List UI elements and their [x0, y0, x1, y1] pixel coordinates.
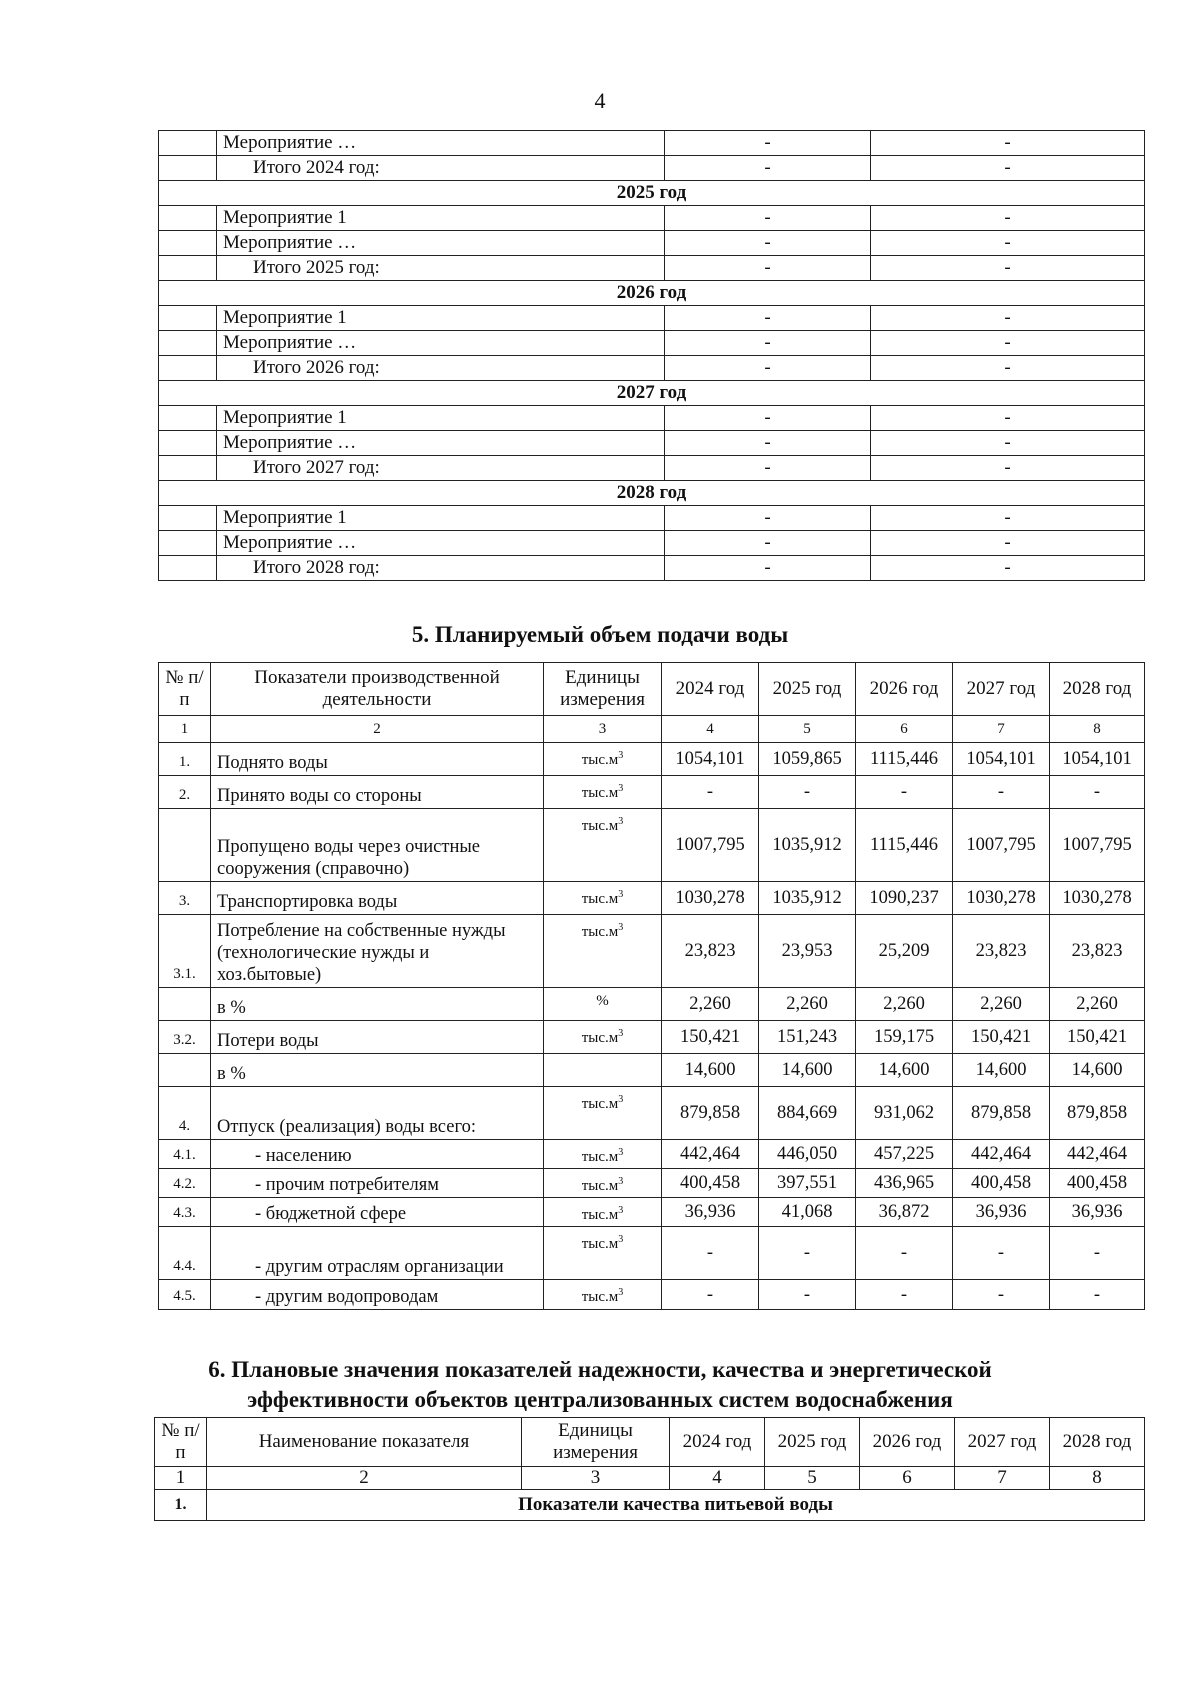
unit-text: тыс.м	[581, 1178, 619, 1194]
value-cell: 150,421	[1050, 1021, 1145, 1054]
indicator-name: - населению	[211, 1140, 544, 1169]
indicator-name: - другим отраслям организации	[211, 1227, 544, 1280]
indicator-name: - бюджетной сфере	[211, 1198, 544, 1227]
row-number: 3.2.	[159, 1021, 211, 1054]
value-cell: 23,953	[759, 915, 856, 988]
value-cell: 1059,865	[759, 743, 856, 776]
column-header: Единицы измерения	[522, 1418, 670, 1467]
value-cell: 150,421	[662, 1021, 759, 1054]
measure-label: Мероприятие 1	[217, 306, 665, 331]
table-row	[159, 1280, 1145, 1310]
value-cell: 1035,912	[759, 809, 856, 882]
row-number	[159, 356, 217, 381]
year-heading: 2027 год	[159, 381, 1145, 406]
column-header: Наименование показателя	[207, 1418, 522, 1467]
value-cell: -	[662, 1227, 759, 1280]
table-row	[159, 1169, 1145, 1198]
value-cell: -	[871, 206, 1145, 231]
column-number: 6	[856, 716, 953, 743]
unit-text: тыс.м	[581, 924, 619, 940]
unit-cell	[544, 809, 662, 882]
value-cell: 41,068	[759, 1198, 856, 1227]
section-5-title: 5. Планируемый объем подачи воды	[411, 622, 789, 647]
value-cell: 400,458	[1050, 1169, 1145, 1198]
value-cell: -	[871, 256, 1145, 281]
table-row	[159, 231, 1145, 256]
page-number: 4	[594, 88, 606, 113]
table-row	[159, 131, 1145, 156]
total-label: Итого 2025 год:	[217, 256, 665, 281]
table-row	[159, 1140, 1145, 1169]
row-number	[159, 206, 217, 231]
row-number: 4.3.	[159, 1198, 211, 1227]
value-cell: 436,965	[856, 1169, 953, 1198]
unit-superscript: 3	[618, 750, 624, 761]
row-number: 4.5.	[159, 1280, 211, 1310]
value-cell: -	[871, 456, 1145, 481]
reliability-indicators-table	[154, 1417, 1145, 1521]
value-cell: 1035,912	[759, 882, 856, 915]
total-label: Итого 2028 год:	[217, 556, 665, 581]
table-row	[159, 1054, 1145, 1087]
value-cell: -	[871, 431, 1145, 456]
value-cell: 1115,446	[856, 809, 953, 882]
unit-superscript: 3	[618, 1028, 624, 1039]
value-cell: -	[759, 776, 856, 809]
table-row	[159, 406, 1145, 431]
column-header: 2028 год	[1050, 663, 1145, 716]
measure-label: Мероприятие 1	[217, 406, 665, 431]
value-cell: 442,464	[662, 1140, 759, 1169]
value-cell: -	[1050, 1227, 1145, 1280]
value-cell: -	[665, 306, 871, 331]
value-cell: -	[665, 256, 871, 281]
group-row	[155, 1490, 1145, 1521]
value-cell: -	[871, 306, 1145, 331]
value-cell: 2,260	[953, 988, 1050, 1021]
row-number	[159, 231, 217, 256]
table-row	[159, 356, 1145, 381]
indicator-name: Пропущено воды через очистные сооружения (справочно)	[211, 809, 544, 882]
row-number	[159, 431, 217, 456]
value-cell: -	[759, 1227, 856, 1280]
value-cell: -	[665, 531, 871, 556]
column-number: 3	[522, 1467, 670, 1490]
value-cell: 36,872	[856, 1198, 953, 1227]
value-cell: 879,858	[662, 1087, 759, 1140]
table-row	[159, 531, 1145, 556]
value-cell: 879,858	[1050, 1087, 1145, 1140]
indicator-name: Потери воды	[211, 1021, 544, 1054]
value-cell: -	[856, 1227, 953, 1280]
unit-superscript: 3	[618, 1205, 624, 1216]
value-cell: 397,551	[759, 1169, 856, 1198]
column-header: 2024 год	[670, 1418, 765, 1467]
value-cell: 1054,101	[662, 743, 759, 776]
row-number	[159, 156, 217, 181]
value-cell: -	[665, 506, 871, 531]
table-row	[159, 306, 1145, 331]
table-row	[159, 456, 1145, 481]
row-number	[159, 331, 217, 356]
value-cell: -	[871, 556, 1145, 581]
unit-cell	[544, 988, 662, 1021]
unit-superscript: 3	[618, 922, 624, 933]
value-cell: 442,464	[1050, 1140, 1145, 1169]
row-number: 1.	[155, 1490, 207, 1521]
column-number-row	[159, 716, 1145, 743]
row-number: 1.	[159, 743, 211, 776]
column-header: № п/п	[155, 1418, 207, 1467]
value-cell: -	[856, 1280, 953, 1310]
value-cell: 457,225	[856, 1140, 953, 1169]
table-row	[159, 1198, 1145, 1227]
value-cell: 1007,795	[1050, 809, 1145, 882]
unit-cell	[544, 776, 662, 809]
total-label: Итого 2026 год:	[217, 356, 665, 381]
value-cell: 23,823	[662, 915, 759, 988]
section-6-title	[0, 1355, 1200, 1415]
value-cell: -	[665, 556, 871, 581]
column-number-row	[155, 1467, 1145, 1490]
indicator-name: Отпуск (реализация) воды всего:	[211, 1087, 544, 1140]
value-cell: 1090,237	[856, 882, 953, 915]
row-number	[159, 456, 217, 481]
value-cell: 23,823	[953, 915, 1050, 988]
row-number	[159, 531, 217, 556]
column-number: 8	[1050, 716, 1145, 743]
value-cell: 1030,278	[953, 882, 1050, 915]
value-cell: -	[665, 431, 871, 456]
unit-text: тыс.м	[581, 1289, 619, 1305]
column-number: 2	[211, 716, 544, 743]
unit-cell	[544, 1198, 662, 1227]
value-cell: 1007,795	[953, 809, 1050, 882]
unit-superscript: 3	[618, 1234, 624, 1245]
value-cell: 14,600	[856, 1054, 953, 1087]
indicator-name: Транспортировка воды	[211, 882, 544, 915]
indicator-name: - прочим потребителям	[211, 1169, 544, 1198]
column-number: 4	[670, 1467, 765, 1490]
table-row	[159, 915, 1145, 988]
value-cell: 14,600	[1050, 1054, 1145, 1087]
row-number: 3.	[159, 882, 211, 915]
value-cell: 442,464	[953, 1140, 1050, 1169]
value-cell: -	[856, 776, 953, 809]
value-cell: 151,243	[759, 1021, 856, 1054]
table-row	[159, 1087, 1145, 1140]
value-cell: -	[665, 406, 871, 431]
column-header: 2027 год	[953, 663, 1050, 716]
value-cell: -	[871, 531, 1145, 556]
row-number: 4.	[159, 1087, 211, 1140]
value-cell: -	[665, 131, 871, 156]
value-cell: 159,175	[856, 1021, 953, 1054]
value-cell: 400,458	[953, 1169, 1050, 1198]
value-cell: -	[1050, 1280, 1145, 1310]
unit-text: тыс.м	[581, 752, 619, 768]
value-cell: 36,936	[953, 1198, 1050, 1227]
value-cell: 23,823	[1050, 915, 1145, 988]
unit-cell	[544, 1140, 662, 1169]
measure-label: Мероприятие …	[217, 431, 665, 456]
value-cell: -	[662, 776, 759, 809]
column-header: 2024 год	[662, 663, 759, 716]
table-row	[159, 809, 1145, 882]
table-row	[159, 181, 1145, 206]
unit-superscript: 3	[618, 783, 624, 794]
row-number	[159, 131, 217, 156]
group-heading: Показатели качества питьевой воды	[207, 1490, 1145, 1521]
table-row	[159, 431, 1145, 456]
value-cell: 2,260	[1050, 988, 1145, 1021]
total-label: Итого 2024 год:	[217, 156, 665, 181]
unit-cell	[544, 1021, 662, 1054]
unit-text: тыс.м	[581, 1236, 619, 1252]
indicator-name: Принято воды со стороны	[211, 776, 544, 809]
water-supply-table	[158, 662, 1145, 1310]
row-number	[159, 256, 217, 281]
unit-superscript: 3	[618, 1094, 624, 1105]
unit-cell	[544, 1087, 662, 1140]
unit-text: тыс.м	[581, 1096, 619, 1112]
column-number: 7	[953, 716, 1050, 743]
indicator-name: Потребление на собственные нужды (технологические нужды и хоз.бытовые)	[211, 915, 544, 988]
measure-label: Мероприятие …	[217, 131, 665, 156]
measures-table	[158, 130, 1145, 581]
value-cell: -	[871, 356, 1145, 381]
value-cell: -	[953, 1280, 1050, 1310]
indicator-name: в %	[211, 1054, 544, 1087]
value-cell: 879,858	[953, 1087, 1050, 1140]
value-cell: 1007,795	[662, 809, 759, 882]
measure-label: Мероприятие 1	[217, 506, 665, 531]
value-cell: 2,260	[662, 988, 759, 1021]
column-header: 2028 год	[1050, 1418, 1145, 1467]
unit-text: тыс.м	[581, 891, 619, 907]
value-cell: -	[665, 156, 871, 181]
table-row	[159, 988, 1145, 1021]
value-cell: -	[953, 1227, 1050, 1280]
value-cell: -	[662, 1280, 759, 1310]
unit-text: тыс.м	[581, 818, 619, 834]
table-row	[159, 156, 1145, 181]
table-row	[159, 256, 1145, 281]
table-row	[159, 1021, 1145, 1054]
row-number	[159, 1054, 211, 1087]
unit-superscript: 3	[618, 1287, 624, 1298]
value-cell: 1030,278	[1050, 882, 1145, 915]
value-cell: 1115,446	[856, 743, 953, 776]
column-header: № п/п	[159, 663, 211, 716]
table-row	[159, 743, 1145, 776]
unit-cell	[544, 1054, 662, 1087]
table-row	[159, 882, 1145, 915]
column-header: 2025 год	[765, 1418, 860, 1467]
row-number: 3.1.	[159, 915, 211, 988]
unit-cell	[544, 743, 662, 776]
unit-text: тыс.м	[581, 1030, 619, 1046]
column-header: 2027 год	[955, 1418, 1050, 1467]
value-cell: 25,209	[856, 915, 953, 988]
value-cell: 2,260	[759, 988, 856, 1021]
value-cell: 1030,278	[662, 882, 759, 915]
value-cell: -	[665, 231, 871, 256]
table-row	[159, 381, 1145, 406]
unit-text: %	[596, 993, 609, 1009]
column-number: 1	[155, 1467, 207, 1490]
column-number: 3	[544, 716, 662, 743]
column-number: 7	[955, 1467, 1050, 1490]
column-number: 2	[207, 1467, 522, 1490]
unit-cell	[544, 915, 662, 988]
row-number	[159, 556, 217, 581]
unit-superscript: 3	[618, 816, 624, 827]
row-number	[159, 306, 217, 331]
column-header: 2026 год	[856, 663, 953, 716]
year-heading: 2028 год	[159, 481, 1145, 506]
value-cell: 36,936	[662, 1198, 759, 1227]
value-cell: 14,600	[953, 1054, 1050, 1087]
unit-text: тыс.м	[581, 1207, 619, 1223]
indicator-name: - другим водопроводам	[211, 1280, 544, 1310]
value-cell: 14,600	[662, 1054, 759, 1087]
value-cell: -	[871, 156, 1145, 181]
row-number	[159, 406, 217, 431]
measure-label: Мероприятие 1	[217, 206, 665, 231]
row-number: 4.2.	[159, 1169, 211, 1198]
unit-text: тыс.м	[581, 785, 619, 801]
column-header: 2026 год	[860, 1418, 955, 1467]
value-cell: 446,050	[759, 1140, 856, 1169]
section-6-title-line2: эффективности объектов централизованных систем водоснабжения	[247, 1387, 953, 1412]
table-row	[159, 556, 1145, 581]
value-cell: -	[759, 1280, 856, 1310]
value-cell: -	[1050, 776, 1145, 809]
unit-cell	[544, 1169, 662, 1198]
year-heading: 2025 год	[159, 181, 1145, 206]
column-number: 8	[1050, 1467, 1145, 1490]
indicator-name: Поднято воды	[211, 743, 544, 776]
table-row	[159, 776, 1145, 809]
value-cell: 400,458	[662, 1169, 759, 1198]
value-cell: 36,936	[1050, 1198, 1145, 1227]
value-cell: -	[871, 331, 1145, 356]
table-row	[159, 206, 1145, 231]
unit-cell	[544, 882, 662, 915]
row-number: 4.4.	[159, 1227, 211, 1280]
column-header: Единицы измерения	[544, 663, 662, 716]
row-number: 2.	[159, 776, 211, 809]
row-number: 4.1.	[159, 1140, 211, 1169]
value-cell: 1054,101	[1050, 743, 1145, 776]
measure-label: Мероприятие …	[217, 331, 665, 356]
table-row	[159, 331, 1145, 356]
table-row	[159, 506, 1145, 531]
column-header: 2025 год	[759, 663, 856, 716]
row-number	[159, 809, 211, 882]
column-header: Показатели производственной деятельности	[211, 663, 544, 716]
total-label: Итого 2027 год:	[217, 456, 665, 481]
column-number: 1	[159, 716, 211, 743]
value-cell: -	[871, 131, 1145, 156]
header-row	[155, 1418, 1145, 1467]
row-number	[159, 506, 217, 531]
value-cell: -	[953, 776, 1050, 809]
value-cell: 150,421	[953, 1021, 1050, 1054]
year-heading: 2026 год	[159, 281, 1145, 306]
value-cell: 931,062	[856, 1087, 953, 1140]
column-number: 5	[759, 716, 856, 743]
unit-superscript: 3	[618, 1147, 624, 1158]
table-row	[159, 481, 1145, 506]
indicator-name: в %	[211, 988, 544, 1021]
value-cell: -	[665, 356, 871, 381]
value-cell: -	[665, 331, 871, 356]
header-row	[159, 663, 1145, 716]
column-number: 5	[765, 1467, 860, 1490]
measure-label: Мероприятие …	[217, 231, 665, 256]
row-number	[159, 988, 211, 1021]
value-cell: 884,669	[759, 1087, 856, 1140]
unit-text: тыс.м	[581, 1149, 619, 1165]
column-number: 4	[662, 716, 759, 743]
measure-label: Мероприятие …	[217, 531, 665, 556]
unit-cell	[544, 1227, 662, 1280]
value-cell: -	[665, 206, 871, 231]
unit-superscript: 3	[618, 889, 624, 900]
value-cell: -	[871, 406, 1145, 431]
unit-superscript: 3	[618, 1176, 624, 1187]
value-cell: -	[871, 231, 1145, 256]
value-cell: -	[665, 456, 871, 481]
table-row	[159, 1227, 1145, 1280]
unit-cell	[544, 1280, 662, 1310]
column-number: 6	[860, 1467, 955, 1490]
value-cell: 1054,101	[953, 743, 1050, 776]
value-cell: 2,260	[856, 988, 953, 1021]
value-cell: 14,600	[759, 1054, 856, 1087]
section-6-title-line1: 6. Плановые значения показателей надежности, качества и энергетической	[208, 1357, 992, 1382]
value-cell: -	[871, 506, 1145, 531]
table-row	[159, 281, 1145, 306]
